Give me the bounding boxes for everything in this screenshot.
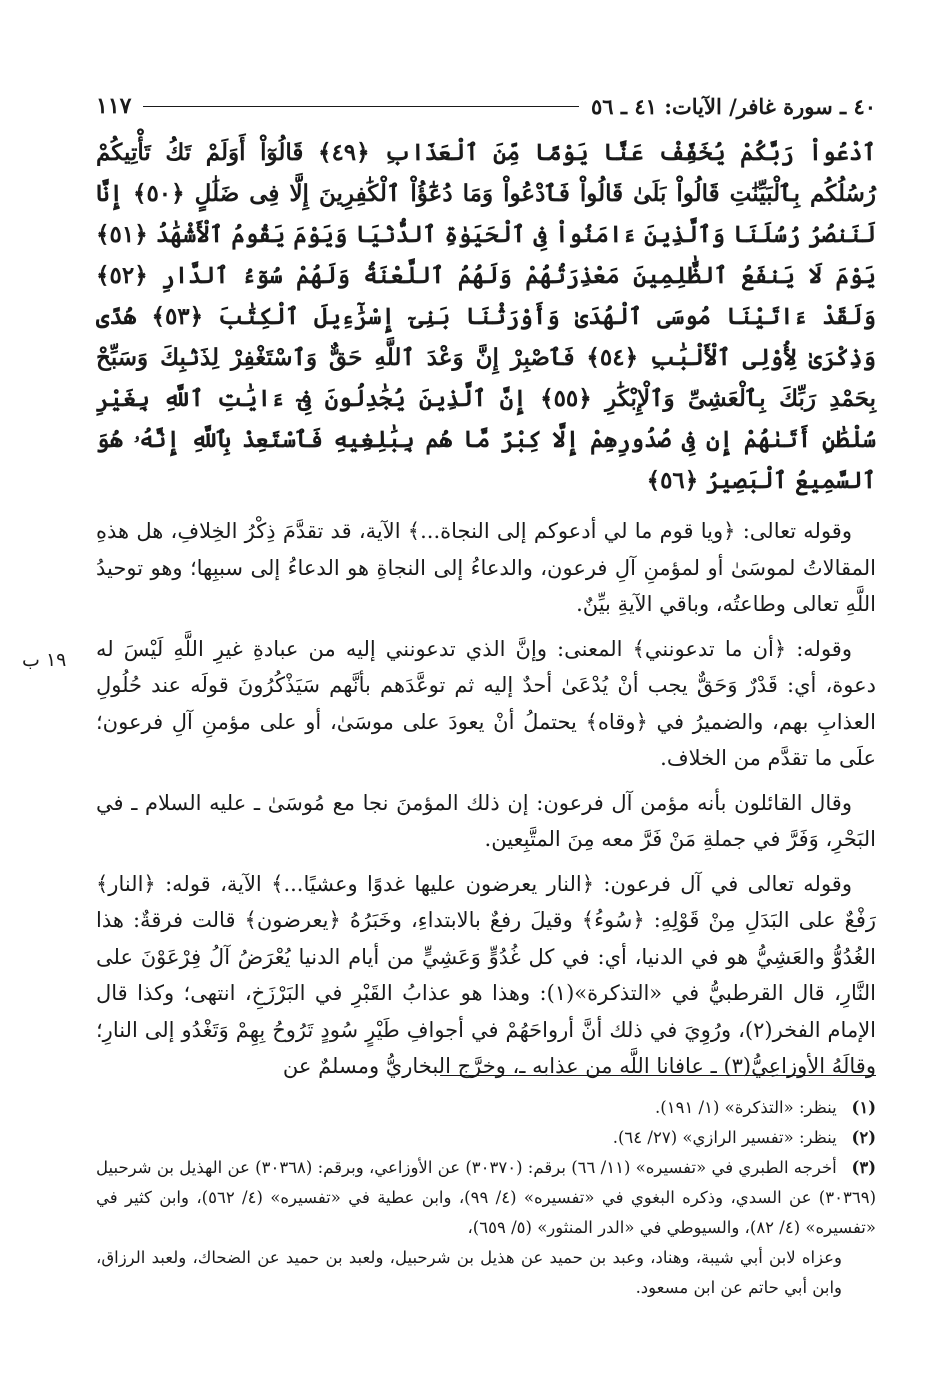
footnote-number: (٣): [851, 1158, 876, 1177]
commentary-paragraph: وقوله تعالى في آل فرعون: ﴿النار يعرضون عليها غدوًا وعشيًا...﴾ الآية، قوله: ﴿النار﴾ رَفْعٌ على البَدَلِ مِنْ قَوْلِهِ: ﴿سُوءُ﴾ وقيلَ رفعٌ بالابتداءِ، وخَبَرُهُ ﴿يعرضون﴾ قالت فرقةٌ: هذا الغُدُوُّ والعَشِيُّ هو في الدنيا، أي: في كل غُدُوٍّ وَعَشِيٍّ من أيام الدنيا يُعْرَضُ آلُ فِرْعَوْنَ على النَّارِ، قال القرطبيُّ في «التذكرة»(١): وهذا هو عذابُ القَبْرِ في البَرْزَخِ، انتهى؛ وكذا قال الإمام الفخر(٢)، ورُوِيَ في ذلك أنَّ أرواحَهُمْ في أجوافِ طَيْرٍ سُودٍ تَرُوحُ بِهِمْ وَتَغْدُو إلى النارِ؛ وقالَهُ الأوزاعِيُّ(٣) ـ عافانا اللَّه من عذابه ـ، وخرَّج البخاريُّ ومسلمٌ عن: [96, 871, 877, 1078]
header-rule: [143, 106, 579, 107]
manuscript-folio-note: ١٩ ب: [22, 649, 67, 671]
footnotes: [96, 1093, 876, 1303]
footnote-continuation: وعزاه لابن أبي شيبة، وهناد، وعبد بن حميد عن هذيل بن شرحبيل، ولعبد بن حميد عن الضحاك، ولعبد الرزاق، وابن أبي حاتم عن ابن مسعود.: [96, 1248, 842, 1297]
footnote-separator: [440, 1075, 876, 1076]
footnote-text: ينظر: «التذكرة» (١/ ١٩١).: [655, 1098, 837, 1117]
commentary-paragraph: وقوله تعالى: ﴿ويا قوم ما لي أدعوكم إلى النجاة...﴾ الآية، قد تقدَّمَ ذِكْرُ الخِلافِ، هل هذهِ المقالاتُ لموسَىٰ أو لمؤمنِ آلِ فرعون، والدعاءُ إلى النجاةِ هو الدعاءُ إلى سببِها؛ وهو توحيدُ اللَّهِ تعالى وطاعتُه، وباقي الآيةِ بيِّنٌ.: [96, 519, 876, 616]
page-header: [96, 86, 876, 126]
page-number: ١١٧: [96, 93, 132, 119]
footnote-text: أخرجه الطبري في «تفسيره» (١١/ ٦٦) برقم: (٣٠٣٧٠) عن الأوزاعي، وبرقم: (٣٠٣٦٨) عن الهذيل بن شرحبيل (٣٠٣٦٩) عن السدي، وذكره البغوي في «تفسيره» (٤/ ٩٩)، وابن عطية في «تفسيره» (٤/ ٥٦٢)، وابن كثير في «تفسيره» (٤/ ٨٢)، والسيوطي في «الدر المنثور» (٥/ ٦٥٩)،: [96, 1158, 876, 1237]
quran-verses: ٱدْعُواْ رَبَّكُمْ يُخَفِّفْ عَنَّا يَوْمًا مِّنَ ٱلْعَذَابِ ﴿٤٩﴾ قَالُوٓاْ أَوَلَمْ تَكُ تَأْتِيكُمْ رُسُلُكُم بِٱلْبَيِّنَٰتِ قَالُواْ بَلَىٰ قَالُواْ فَٱدْعُواْ وَمَا دُعَٰٓؤُاْ ٱلْكَٰفِرِينَ إِلَّا فِى ضَلَٰلٍ ﴿٥٠﴾ إِنَّا لَنَنصُرُ رُسُلَنَا وَٱلَّذِينَ ءَامَنُواْ فِى ٱلْحَيَوٰةِ ٱلدُّنْيَا وَيَوْمَ يَقُومُ ٱلْأَشْهَٰدُ ﴿٥١﴾ يَوْمَ لَا يَنفَعُ ٱلظَّٰلِمِينَ مَعْذِرَتُهُمْ وَلَهُمُ ٱللَّعْنَةُ وَلَهُمْ سُوٓءُ ٱلدَّارِ ﴿٥٢﴾ وَلَقَدْ ءَاتَيْنَا مُوسَى ٱلْهُدَىٰ وَأَوْرَثْنَا بَنِىٓ إِسْرَٰٓءِيلَ ٱلْكِتَٰبَ ﴿٥٣﴾ هُدًى وَذِكْرَىٰ لِأُوْلِى ٱلْأَلْبَٰبِ ﴿٥٤﴾ فَٱصْبِرْ إِنَّ وَعْدَ ٱللَّهِ حَقٌّ وَٱسْتَغْفِرْ لِذَنۢبِكَ وَسَبِّحْ بِحَمْدِ رَبِّكَ بِٱلْعَشِىِّ وَٱلْإِبْكَٰرِ ﴿٥٥﴾ إِنَّ ٱلَّذِينَ يُجَٰدِلُونَ فِىٓ ءَايَٰتِ ٱللَّهِ بِغَيْرِ سُلْطَٰنٍ أَتَىٰهُمْ إِن فِى صُدُورِهِمْ إِلَّا كِبْرٌ مَّا هُم بِبَٰلِغِيهِ فَٱسْتَعِذْ بِٱللَّهِ إِنَّهُۥ هُوَ ٱلسَّمِيعُ ٱلْبَصِيرُ ﴿٥٦﴾: [96, 139, 876, 494]
footnote-number: (١): [851, 1098, 876, 1117]
footnote-text: ينظر: «تفسير الرازي» (٢٧/ ٦٤).: [612, 1128, 837, 1147]
footnote: [96, 1123, 876, 1153]
commentary-paragraph: وقال القائلون بأنه مؤمن آل فرعون: إن ذلك المؤمنَ نجا مع مُوسَىٰ ـ عليه السلام ـ في البَحْرِ، وَفَرَّ في جملةِ مَنْ فَرَّ معه مِنَ المتَّبِعين.: [96, 790, 876, 851]
footnote: [96, 1153, 876, 1243]
footnote: [96, 1093, 876, 1123]
book-page: [96, 86, 876, 1085]
footnote-number: (٢): [851, 1128, 876, 1147]
chapter-heading: ٤٠ ـ سورة غافر/ الآيات: ٤١ ـ ٥٦: [590, 93, 876, 119]
commentary-paragraph: وقوله: ﴿أن ما تدعونني﴾ المعنى: وإنَّ الذي تدعونني إليه من عبادةِ غيرِ اللَّهِ لَيْسَ له دعوة، أي: قَدْرٌ وَحَقٌّ يجب أنْ يُدْعَىٰ أحدٌ إليه ثم توعَّدَهم بأنَّهم سَيَذْكُرُونَ قولَه عند حُلُولِ العذابِ بهم، والضميرُ في ﴿وقاه﴾ يحتملُ أنْ يعودَ على موسَىٰ، أو على مؤمنِ آلِ فرعون؛ علَى ما تقدَّم من الخلاف.: [96, 636, 876, 770]
